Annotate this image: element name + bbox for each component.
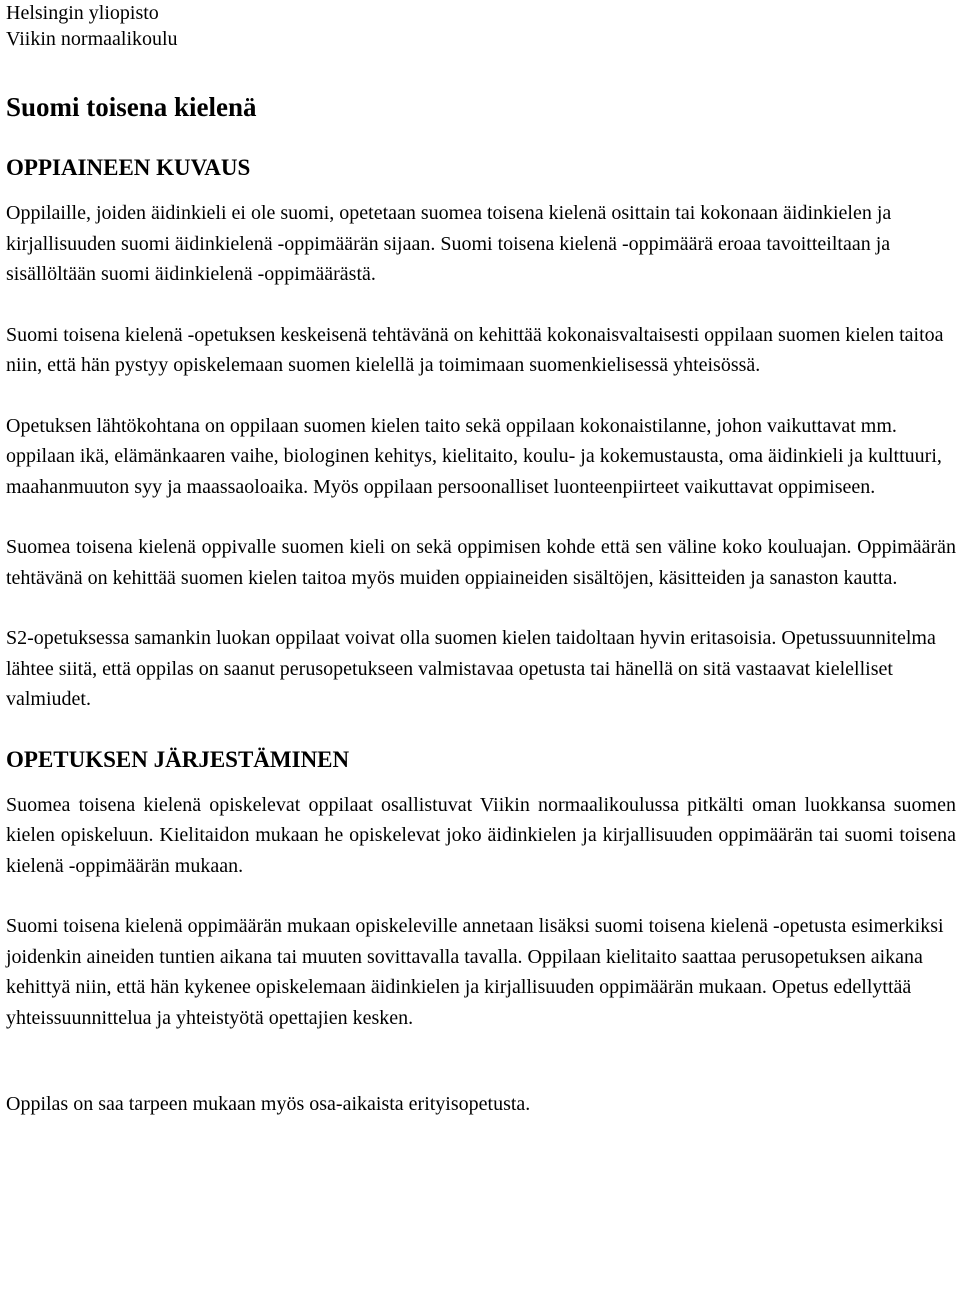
- university-name: Helsingin yliopisto: [6, 2, 159, 24]
- paragraph: Oppilaille, joiden äidinkieli ei ole suomi, opetetaan suomea toisena kielenä osittain tai kokonaan äidinkielen ja kirjallisuuden suomi äidinkielenä -oppimäärän sijaan. Suomi toisena kielenä -oppimäärä eroaa tavoitteiltaan ja sisällöltään suomi äidinkielenä -oppimäärästä.: [6, 202, 892, 285]
- paragraph: Opetuksen lähtökohtana on oppilaan suomen kielen taito sekä oppilaan kokonaistilanne, johon vaikuttavat mm. oppilaan ikä, elämänkaaren vaihe, biologinen kehitys, kielitaito, koulu- ja kokemustausta, oma äidinkieli ja kulttuuri, maahanmuuton syy ja maassaoloaika. Myös oppilaan persoonalliset luonteenpiirteet vaikuttavat oppimiseen.: [6, 414, 942, 498]
- section-heading-oppiaineen-kuvaus: OPPIAINEEN KUVAUS: [6, 155, 251, 180]
- paragraph: Suomi toisena kielenä oppimäärän mukaan opiskeleville annetaan lisäksi suomi toisena kielenä -opetusta esimerkiksi joidenkin aineiden tuntien aikana tai muuten sovittavalla tavalla. Oppilaan kielitaito saattaa perusopetuksen aikana kehittyä niin, että hän kykenee opiskelemaan äidinkielen ja kirjallisuuden oppimäärän mukaan. Opetus edellyttää yhteissuunnittelua ja yhteistyötä opettajien kesken.: [6, 915, 944, 1029]
- document-title: Suomi toisena kielenä: [6, 92, 257, 122]
- paragraph: S2-opetuksessa samankin luokan oppilaat voivat olla suomen kielen taidoltaan hyvin eritasoisia. Opetussuunnitelma lähtee siitä, että oppilas on saanut perusopetukseen valmistavaa opetusta tai hänellä on sitä vastaavat kielelliset valmiudet.: [6, 627, 936, 710]
- paragraph: Suomea toisena kielenä opiskelevat oppilaat osallistuvat Viikin normaalikoulussa pitkälti oman luokkansa suomen kielen opiskeluun. Kielitaidon mukaan he opiskelevat joko äidinkielen ja kirjallisuuden oppimäärän tai suomi toisena kielenä -oppimäärän mukaan.: [6, 793, 956, 877]
- paragraph: Suomea toisena kielenä oppivalle suomen kieli on sekä oppimisen kohde että sen väline koko kouluajan. Oppimäärän tehtävänä on kehittää suomen kielen taitoa myös muiden oppiaineiden sisältöjen, käsitteiden ja sanaston kautta.: [6, 536, 956, 589]
- paragraph: Suomi toisena kielenä -opetuksen keskeisenä tehtävänä on kehittää kokonaisvaltaisesti oppilaan suomen kielen taitoa niin, että hän pystyy opiskelemaan suomen kielellä ja toimimaan suomenkielisessä yhteisössä.: [6, 323, 944, 376]
- paragraph: Oppilas on saa tarpeen mukaan myös osa-aikaista erityisopetusta.: [6, 1093, 531, 1115]
- document-header: [6, 0, 956, 52]
- section-heading-opetuksen-jarjestaminen: OPETUKSEN JÄRJESTÄMINEN: [6, 746, 350, 772]
- document-page: [6, 0, 956, 1120]
- school-name: Viikin normaalikoulu: [6, 28, 178, 50]
